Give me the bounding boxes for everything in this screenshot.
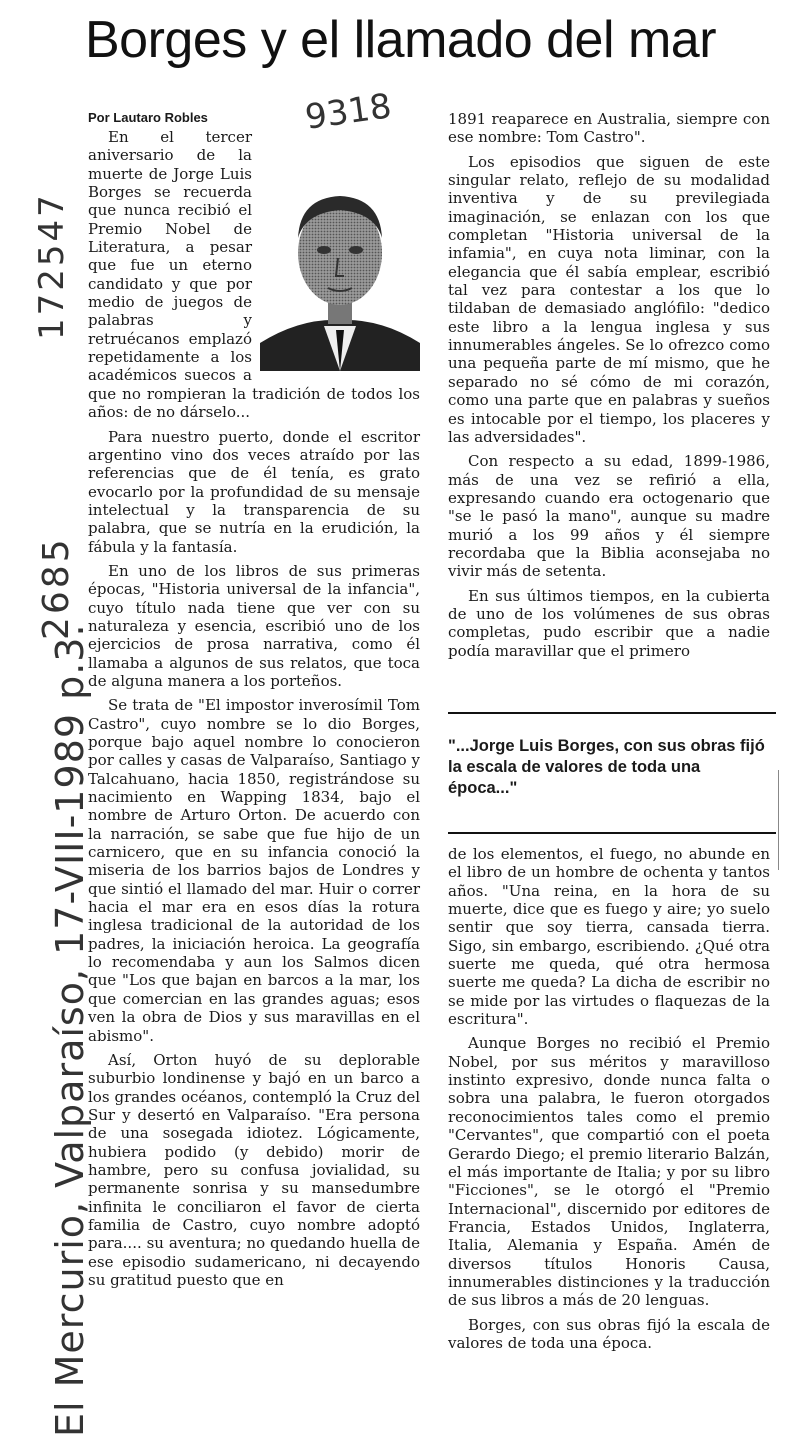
paragraph: En el tercer aniversario de la muerte de Jorge Luis Borges se recuerda que nunca recibió el Premio Nobel de Literatura, a pesar que fue un eterno candidato y que por medio de juegos de palabras y retruécanos emplazó repetidamente a los académicos suecos a que no rompieran la tradición de todos los años: de no dárselo... <box>88 128 420 422</box>
paragraph: 1891 reaparece en Australia, siempre con ese nombre: Tom Castro". <box>448 110 770 147</box>
paragraph: Así, Orton huyó de su deplorable suburbio londinense y bajó en un barco a los grandes océanos, contempló la Cruz del Sur y desertó en Valparaíso. "Era persona de una sosegada idiotez. Lógicamente, hubiera podido (y debido) morir de hambre, pero su confusa jovialidad, su permanente sonrisa y su mansedumbre infinita le conciliaron el favor de cierta familia de Castro, cuyo nombre adoptó para.... su aventura; no quedando huella de ese episodio sudamericano, ni decayendo su gratitud puesto que en <box>88 1050 420 1289</box>
pullquote-rule-bottom <box>448 832 776 834</box>
pull-quote: "...Jorge Luis Borges, con sus obras fijó la escala de valores de toda una época..." <box>448 737 765 797</box>
article-column-2 <box>448 110 770 660</box>
paragraph: Se trata de "El impostor inverosímil Tom Castro", cuyo nombre se lo dio Borges, porque bajo aquel nombre lo conocieron por calles y casas de Valparaíso, Santiago y Talcahuano, hacia 1850, registrándose su nacimiento en Wapping 1834, bajo el nombre de Arturo Orton. De acuerdo con la narración, se sabe que fue hijo de un carnicero, que en su infancia conoció la miseria de los barrios bajos de Londres y que sintió el llamado del mar. Huir o correr hacia el mar era en esos días la rotura inglesa tradicional de la autoridad de los padres, la iniciación heroica. La geografía lo recomendaba y aun los Salmos dicen que "Los que bajan en barcos a la mar, los que comercian en las grandes aguas; esos ven la obra de Dios y sus maravillas en el abismo". <box>88 696 420 1045</box>
article-column-1 <box>88 110 420 1289</box>
byline: Por Lautaro Robles <box>88 110 208 125</box>
paragraph: Con respecto a su edad, 1899-1986, más de una vez se refirió a ella, expresando cuando era octogenario que "se le pasó la mano", aunque su madre murió a los 99 años y él siempre recordaba que la Biblia aconsejaba no vivir más de setenta. <box>448 452 770 581</box>
author-portrait-photo <box>260 158 420 371</box>
pullquote-rule-top <box>448 712 776 714</box>
handwritten-number-left: 2685 <box>36 536 77 640</box>
paragraph: de los elementos, el fuego, no abunde en el libro de un hombre de ochenta y tantos años. "Una reina, en la hora de su muerte, dice que es fuego y aire; yo suelo sentir que soy tierra, cansada tierra. Sigo, sin embargo, escribiendo. ¿Qué otra suerte me queda, qué otra hermosa suerte me queda? La dicha de escribir no se mide por las virtudes o flaquezas de la escritura". <box>448 845 770 1029</box>
paragraph: Aunque Borges no recibió el Premio Nobel, por sus méritos y maravilloso instinto expresivo, donde nunca falta o sobra una palabra, le fueron otorgados reconocimientos tales como el premio "Cervantes", que compartió con el poeta Gerardo Diego; el premio literario Balzán, el más importante de Italia; y por su libro "Ficciones", se le otorgó el "Premio Internacional", discernido por editores de Francia, Estados Unidos, Inglaterra, Italia, Alemania y España. Amén de diversos títulos Honoris Causa, innumerables distinciones y la traducción de sus libros a más de 20 lenguas. <box>448 1034 770 1310</box>
paragraph: Para nuestro puerto, donde el escritor argentino vino dos veces atraído por las referencias que de él tenía, es grato evocarlo por la profundidad de su mensaje intelectual y la transparencia de su palabra, que se nutría en la erudición, la fábula y la fantasía. <box>88 427 420 556</box>
article-column-3 <box>448 845 770 1352</box>
handwritten-id: 172547 <box>32 192 72 340</box>
paragraph: Los episodios que siguen de este singular relato, reflejo de su modalidad inventiva y de su previlegiada imaginación, se enlazan con los que completan "Historia universal de la infamia", en cuya nota liminar, con la elegancia que él sabía emplear, escribió tal vez para contestar a los que lo tildaban de demasiado anglófilo: "dedico este libro a la lengua inglesa y sus innumerables ángeles. Se lo ofrezco como una pequeña parte de mí mismo, que he separado no sé cómo de mi corazón, como una parte que en palabras y sueños es intocable por el tiempo, los placeres y las adversidades". <box>448 152 770 446</box>
handwritten-number-top: 9318 <box>302 86 394 138</box>
article-title: Borges y el llamado del mar <box>85 11 717 69</box>
paragraph: En sus últimos tiempos, en la cubierta de uno de los volúmenes de sus obras completas, pudo escribir que a nadie podía maravillar que el primero <box>448 586 770 660</box>
margin-mark <box>778 770 800 870</box>
paragraph: Borges, con sus obras fijó la escala de valores de toda una época. <box>448 1315 770 1352</box>
handwritten-source-note: El Mercurio, Valparaíso, 17-VIII-1989 p.3. <box>48 623 92 1437</box>
paragraph: En uno de los libros de sus primeras épocas, "Historia universal de la infancia", cuyo título nada tiene que ver con su naturaleza y esencia, escribió uno de los ejercicios de prosa narrativa, como él llamaba a algunos de sus relatos, que toca de alguna manera a los porteños. <box>88 561 420 690</box>
